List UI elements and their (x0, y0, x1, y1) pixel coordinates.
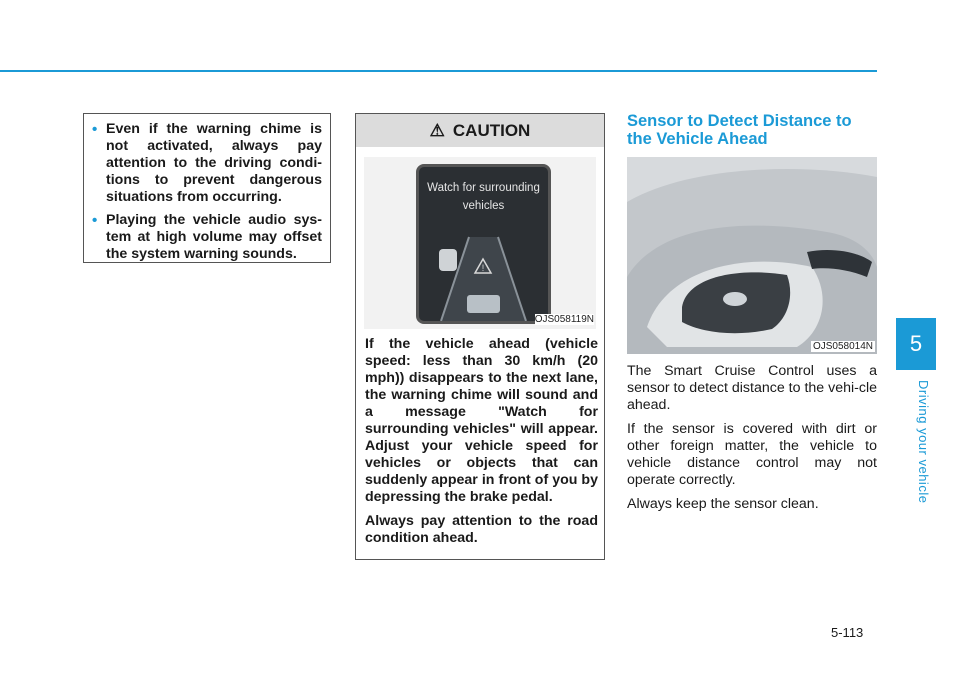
caution-paragraph: If the vehicle ahead (vehicle speed: less than 30 km/h (20 mph)) disappears to the next lane, the warning chime will sound and a message "Watch for surrounding vehicles" will appear. Adjust your vehicle speed for vehicles or objects that can suddenly appear in front of you by depressing the brake pedal. (365, 336, 598, 505)
bullet-dot-icon: • (92, 212, 98, 229)
section-title: Sensor to Detect Distance to the Vehicle Ahead (627, 112, 852, 148)
cluster-screen (416, 164, 551, 324)
car-front-sensor-illustration (627, 157, 877, 354)
caution-paragraph: Always pay attention to the road condition ahead. (365, 513, 598, 546)
bullet-item: • Even if the warning chime is not activated, always pay attention to the driving condi-tions to prevent dangerous situations from occurring. (92, 121, 322, 205)
caution-heading: CAUTION (452, 120, 531, 140)
warning-bullet-box (83, 113, 331, 263)
caution-image-code: OJS058119N (534, 314, 594, 325)
chapter-number: 5 (896, 318, 936, 370)
section-body (627, 363, 877, 520)
caution-box (355, 113, 605, 560)
bullet-dot-icon: • (92, 121, 98, 138)
section-paragraph: Always keep the sensor clean. (627, 496, 819, 512)
caution-text (365, 336, 598, 554)
section-paragraph: The Smart Cruise Control uses a sensor to detect distance to the vehi-cle ahead. (627, 363, 877, 413)
page-number: 5-113 (831, 625, 864, 640)
cluster-message: Watch for surrounding vehicles (427, 182, 540, 212)
car-front-icon (627, 157, 877, 354)
chapter-title: Driving your vehicle (916, 380, 931, 504)
warning-triangle-icon: ⚠ (429, 120, 445, 140)
header-rule (0, 70, 877, 72)
section-paragraph: If the sensor is covered with dirt or other foreign matter, the vehicle to vehicle distance control may not operate correctly. (627, 421, 877, 488)
chapter-tab (896, 318, 936, 518)
bullet-item: • Playing the vehicle audio sys-tem at high volume may offset the system warning sounds. (92, 212, 322, 262)
section-image-code: OJS058014N (812, 341, 873, 352)
svg-text:!: ! (481, 263, 485, 273)
road-graphic (419, 167, 548, 321)
caution-header (356, 114, 604, 147)
cluster-display-illustration (364, 157, 596, 329)
